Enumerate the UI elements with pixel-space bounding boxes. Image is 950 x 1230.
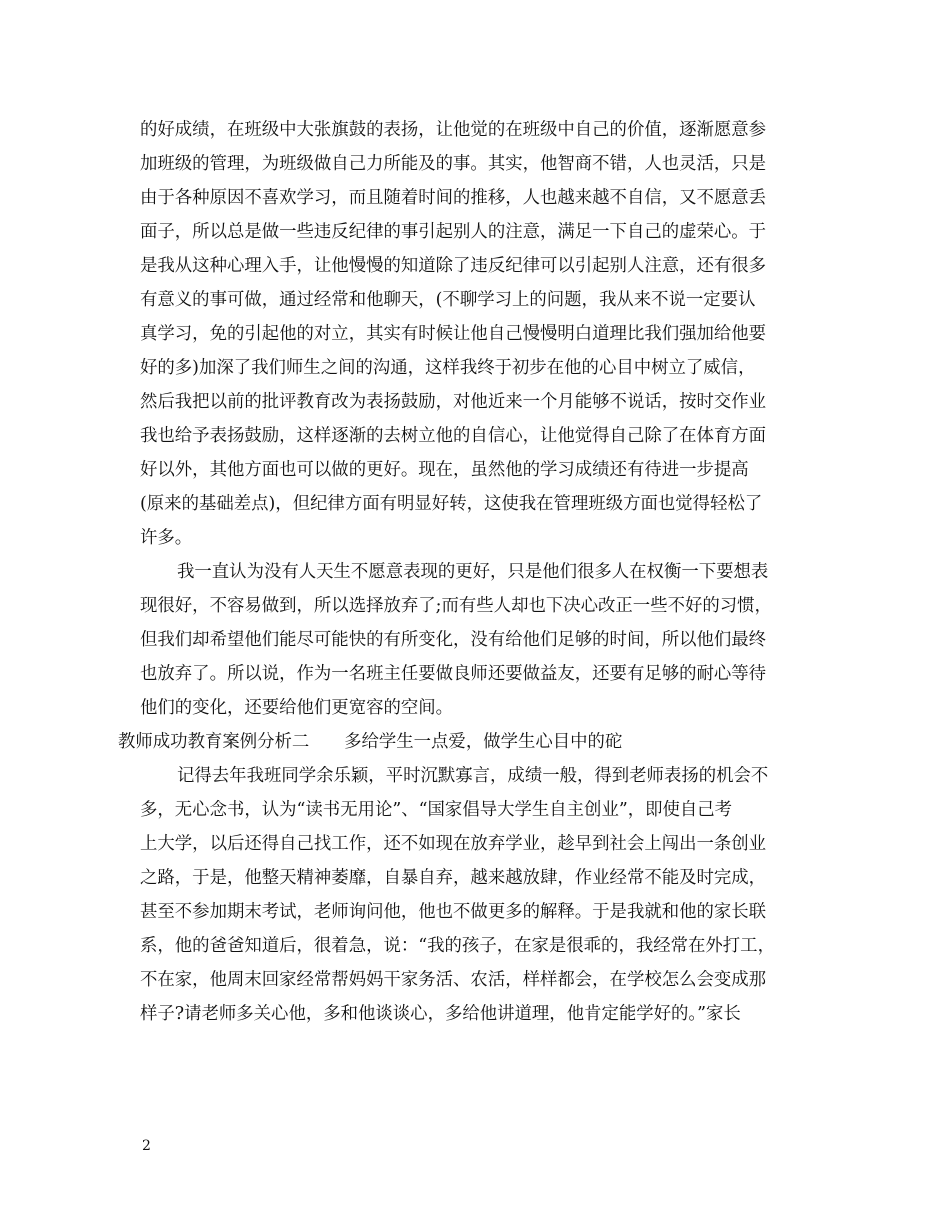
text-line: 的好成绩，在班级中大张旗鼓的表扬，让他觉的在班级中自己的价值，逐渐愿意参 <box>140 120 767 140</box>
text-line: 也放弃了。所以说，作为一名班主任要做良师还要做益友，还要有足够的耐心等待 <box>140 664 767 684</box>
paragraph-first-line: 记得去年我班同学余乐颖，平时沉默寡言，成绩一般，得到老师表扬的机会不 <box>177 766 769 786</box>
text-line: 是我从这种心理入手，让他慢慢的知道除了违反纪律可以引起别人注意，还有很多 <box>140 256 767 276</box>
text-line: 好的多)加深了我们师生之间的沟通，这样我终于初步在他的心目中树立了威信， <box>140 358 756 378</box>
text-line: 真学习，免的引起他的对立，其实有时候让他自己慢慢明白道理比我们强加给他要 <box>140 324 767 344</box>
text-line: 甚至不参加期末考试，老师询问他，他也不做更多的解释。于是我就和他的家长联 <box>140 902 767 922</box>
page-number: 2 <box>142 1138 151 1154</box>
text-line: 有意义的事可做，通过经常和他聊天，(不聊学习上的问题，我从来不说一定要认 <box>140 290 756 310</box>
paragraph-first-line: 我一直认为没有人天生不愿意表现的更好，只是他们很多人在权衡一下要想表 <box>177 562 769 582</box>
text-line: 不在家，他周末回家经常帮妈妈干家务活、农活，样样都会，在学校怎么会变成那 <box>140 970 767 990</box>
text-line: 许多。 <box>140 528 193 548</box>
text-line: 好以外，其他方面也可以做的更好。现在，虽然他的学习成绩还有待进一步提高 <box>140 460 749 480</box>
text-line: (原来的基础差点)，但纪律方面有明显好转，这使我在管理班级方面也觉得轻松了 <box>140 494 763 514</box>
text-line: 之路，于是，他整天精神萎靡，自暴自弃，越来越放肆，作业经常不能及时完成， <box>140 868 767 888</box>
text-line: 样子?请老师多关心他，多和他谈谈心，多给他讲道理，他肯定能学好的。”家长 <box>140 1004 741 1024</box>
text-line: 上大学，以后还得自己找工作，还不如现在放弃学业，趁早到社会上闯出一条创业 <box>140 834 767 854</box>
text-line: 面子，所以总是做一些违反纪律的事引起别人的注意，满足一下自己的虚荣心。于 <box>140 222 767 242</box>
text-line: 多，无心念书，认为“读书无用论”、“国家倡导大学生自主创业”，即使自己考 <box>140 800 733 820</box>
text-line: 我也给予表扬鼓励，这样逐渐的去树立他的自信心，让他觉得自己除了在体育方面 <box>140 426 767 446</box>
text-line: 由于各种原因不喜欢学习，而且随着时间的推移，人也越来越不自信，又不愿意丢 <box>140 188 767 208</box>
text-line: 现很好，不容易做到，所以选择放弃了;而有些人却也下决心改正一些不好的习惯， <box>140 596 772 616</box>
text-line: 然后我把以前的批评教育改为表扬鼓励，对他近来一个月能够不说话，按时交作业 <box>140 392 767 412</box>
text-line: 他们的变化，还要给他们更宽容的空间。 <box>140 698 454 718</box>
section-heading: 教师成功教育案例分析二 多给学生一点爱，做学生心目中的砣 <box>118 732 623 752</box>
text-line: 但我们却希望他们能尽可能快的有所变化，没有给他们足够的时间，所以他们最终 <box>140 630 767 650</box>
text-line: 系，他的爸爸知道后，很着急，说：“我的孩子，在家是很乖的，我经常在外打工， <box>140 936 775 956</box>
text-line: 加班级的管理，为班级做自己力所能及的事。其实，他智商不错，人也灵活，只是 <box>140 154 767 174</box>
